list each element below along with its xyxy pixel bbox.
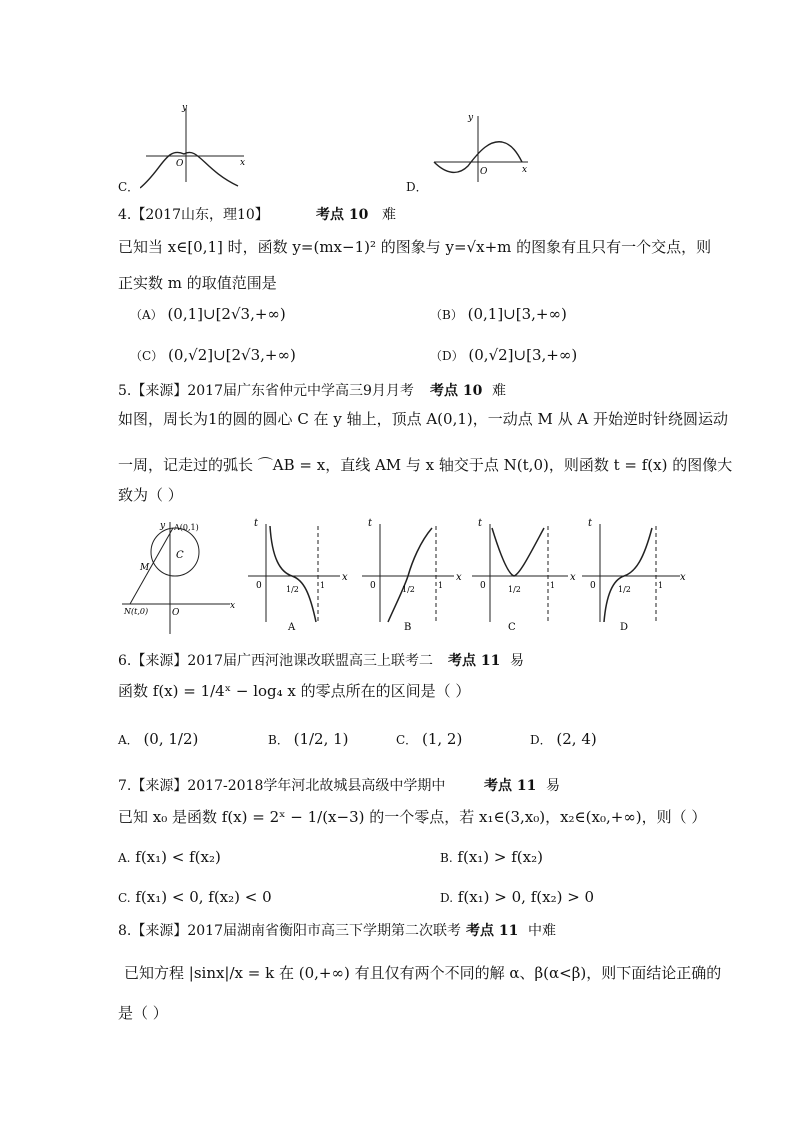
- q4-option-label: （B）: [430, 308, 463, 322]
- q5-graph-d[interactable]: [578, 518, 688, 636]
- q5-graph-a-one: 1: [320, 581, 326, 590]
- q5-graph-b-x: x: [456, 572, 462, 583]
- q5-graph-c-letter: C: [508, 622, 516, 633]
- q6-option-label: D．: [530, 733, 552, 747]
- q5-fig-o-label: O: [172, 608, 180, 618]
- q4-option-label: （A）: [130, 308, 163, 322]
- q5-graph-b-one: 1: [438, 581, 444, 590]
- q8-header: 8.【来源】2017届湖南省衡阳市高三下学期第二次联考: [118, 923, 461, 939]
- q7-option-label: D.: [440, 891, 454, 905]
- q6-option-a[interactable]: [118, 730, 198, 748]
- q8-stem-line2: 是（ ）: [118, 1004, 168, 1022]
- q6-option-label: A．: [118, 733, 139, 747]
- q6-option-label: B．: [268, 733, 289, 747]
- q6-header: 6.【来源】2017届广西河池课改联盟高三上联考二: [118, 653, 433, 669]
- q4-option-a[interactable]: [130, 305, 286, 323]
- q5-graph-c-zero: 0: [480, 581, 486, 591]
- q8-stem-line1: 已知方程 |sinx|/x = k 在 (0,+∞) 有且仅有两个不同的解 α、β(α<β)，则下面结论正确的: [124, 964, 722, 982]
- q5-graph-d-t: t: [588, 518, 593, 529]
- q6-option-math: (1/2, 1): [293, 730, 349, 748]
- q5-difficulty: 难: [492, 383, 506, 399]
- q8-kaodian: 考点 11: [466, 923, 519, 939]
- q4-stem-line1: 已知当 x∈[0,1] 时，函数 y=(mx−1)² 的图象与 y=√x+m 的图象有且只有一个交点，则: [118, 238, 712, 256]
- prev-graph-c: [140, 100, 260, 192]
- q5-graph-d-half: 1/2: [618, 585, 631, 594]
- q5-graph-a-t: t: [254, 518, 259, 529]
- q6-option-math: (1, 2): [421, 730, 463, 748]
- q5-graph-d-x: x: [680, 572, 686, 583]
- q4-option-label: （C）: [130, 349, 164, 363]
- svg-text:x: x: [240, 158, 246, 168]
- q7-option-b[interactable]: [440, 848, 543, 866]
- q6-stem: 函数 f(x) = 1/4ˣ − log₄ x 的零点所在的区间是（ ）: [118, 682, 471, 700]
- q5-circle-figure: [118, 518, 242, 636]
- q6-difficulty: 易: [510, 653, 524, 669]
- q5-graph-d-letter: D: [620, 622, 629, 633]
- q6-kaodian: 考点 11: [448, 653, 501, 669]
- q7-option-d[interactable]: [440, 888, 594, 906]
- q5-fig-n-label: N(t,0): [124, 607, 149, 616]
- q6-option-label: C．: [396, 733, 418, 747]
- q7-option-math: f(x₁) > 0, f(x₂) > 0: [457, 888, 595, 906]
- prev-option-d-label: D．: [406, 180, 428, 194]
- q5-fig-c-label: C: [176, 550, 184, 561]
- q4-header: [118, 204, 269, 224]
- svg-text:y: y: [182, 103, 188, 113]
- q6-option-math: (2, 4): [556, 730, 597, 748]
- q5-graph-b-t: t: [368, 518, 373, 529]
- q5-graph-c-t: t: [478, 518, 483, 529]
- q4-option-math: (0,√2]∪[2√3,+∞): [167, 346, 296, 364]
- q7-difficulty: 易: [546, 778, 560, 794]
- q7-option-c[interactable]: [118, 888, 272, 906]
- q4-stem-line2: 正实数 m 的取值范围是: [118, 274, 277, 292]
- q6-option-b[interactable]: [268, 730, 349, 748]
- q5-graph-a-letter: A: [288, 622, 296, 633]
- q5-graph-a-zero: 0: [256, 581, 262, 591]
- q5-kaodian: 考点 10: [430, 383, 483, 399]
- q5-graph-c[interactable]: [468, 518, 578, 636]
- q4-source: 4.【2017山东，理10】: [118, 207, 269, 223]
- q5-graph-d-one: 1: [658, 581, 664, 590]
- q7-header: 7.【来源】2017-2018学年河北故城县高级中学期中: [118, 778, 446, 794]
- svg-text:x: x: [522, 165, 528, 175]
- q5-graph-b[interactable]: [358, 518, 464, 636]
- q7-stem: 已知 x₀ 是函数 f(x) = 2ˣ − 1/(x−3) 的一个零点，若 x₁∈(3,x₀)，x₂∈(x₀,+∞)，则（ ）: [118, 808, 707, 826]
- q7-option-label: C.: [118, 891, 131, 905]
- q5-graph-c-x: x: [570, 572, 576, 583]
- q5-graph-b-letter: B: [404, 622, 412, 633]
- q5-graph-a-x: x: [342, 572, 348, 583]
- q5-stem-line3: 致为（ ）: [118, 486, 183, 504]
- q4-option-d[interactable]: [430, 346, 577, 364]
- q4-option-c[interactable]: [130, 346, 296, 364]
- q7-option-a[interactable]: [118, 848, 221, 866]
- svg-text:y: y: [468, 113, 474, 123]
- q5-graph-b-half: 1/2: [402, 585, 415, 594]
- prev-graph-d: [430, 110, 536, 186]
- q5-fig-a-label: A(0,1): [174, 523, 199, 532]
- q4-option-math: (0,1]∪[3,+∞): [467, 305, 567, 323]
- q4-kaodian: 考点 10: [316, 207, 369, 223]
- q5-header: 5.【来源】2017届广东省仲元中学高三9月月考: [118, 383, 414, 399]
- q5-fig-x-label: x: [230, 601, 236, 611]
- q7-option-math: f(x₁) < f(x₂): [135, 848, 221, 866]
- q4-option-math: (0,√2]∪[3,+∞): [468, 346, 578, 364]
- q5-graph-a[interactable]: [244, 518, 350, 636]
- q7-option-math: f(x₁) > f(x₂): [457, 848, 543, 866]
- q4-difficulty: 难: [382, 207, 396, 223]
- q5-fig-y-label: y: [160, 521, 166, 531]
- q6-option-math: (0, 1/2): [143, 730, 199, 748]
- q4-option-math: (0,1]∪[2√3,+∞): [167, 305, 286, 323]
- q7-option-label: A.: [118, 851, 131, 865]
- q5-graph-c-one: 1: [550, 581, 556, 590]
- q6-option-d[interactable]: [530, 730, 597, 748]
- q4-option-b[interactable]: [430, 305, 567, 323]
- q5-graph-a-half: 1/2: [286, 585, 299, 594]
- q5-graph-d-zero: 0: [590, 581, 596, 591]
- q5-stem-line1: 如图，周长为1的圆的圆心 C 在 y 轴上，顶点 A(0,1)，一动点 M 从 A 开始逆时针绕圆运动: [118, 410, 728, 428]
- q5-fig-m-label: M: [140, 563, 150, 573]
- q6-option-c[interactable]: [396, 730, 462, 748]
- q4-option-label: （D）: [430, 349, 464, 363]
- q7-option-label: B.: [440, 851, 453, 865]
- q8-difficulty: 中难: [528, 923, 556, 939]
- q7-option-math: f(x₁) < 0, f(x₂) < 0: [135, 888, 272, 906]
- prev-option-c-label: C．: [118, 180, 140, 194]
- q5-graph-c-half: 1/2: [508, 585, 521, 594]
- q5-graph-b-zero: 0: [370, 581, 376, 591]
- svg-text:O: O: [480, 167, 488, 177]
- q7-kaodian: 考点 11: [484, 778, 537, 794]
- q5-stem-line2: 一周，记走过的弧长 ⌒AB = x，直线 AM 与 x 轴交于点 N(t,0)，则函数 t = f(x) 的图像大: [118, 456, 733, 474]
- svg-text:O: O: [176, 159, 184, 169]
